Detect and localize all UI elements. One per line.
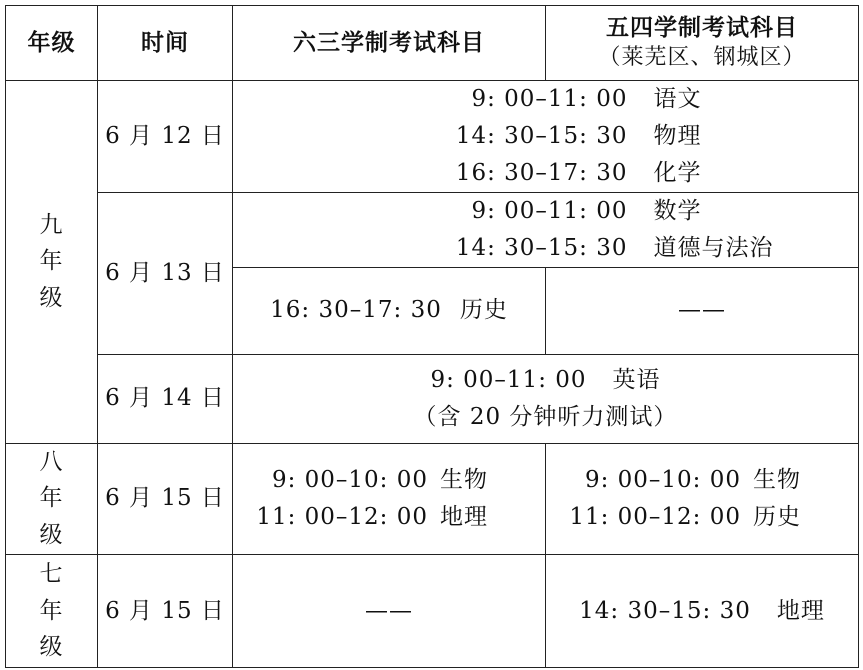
list-item: 14: 30–15: 30 道德与法治	[455, 234, 774, 261]
list-item: 11: 00–12: 00 地理	[256, 503, 488, 530]
header-system-54-title: 五四学制考试科目	[606, 14, 798, 41]
grade7-row	[6, 554, 859, 667]
header-time: 时间	[98, 6, 233, 81]
grade9-label: 九 年 级	[6, 81, 98, 444]
header-system-54-note: （莱芜区、钢城区）	[598, 44, 806, 70]
header-system-63: 六三学制考试科目	[233, 6, 546, 81]
list-item: 9: 00–11: 00 语文	[471, 86, 702, 113]
grade9-day3-date: 6 月 14 日	[98, 354, 233, 443]
grade9-day2-shared-subjects	[233, 193, 859, 268]
list-item: 9: 00–10: 00 生物	[271, 466, 488, 493]
header-row	[6, 6, 859, 81]
grade9-day2-63-cell: 16: 30–17: 30 历史	[233, 267, 546, 354]
grade9-day3-row	[6, 354, 859, 443]
list-item: 9: 00–11: 00 数学	[471, 198, 702, 224]
grade9-day2-row-top	[6, 193, 859, 268]
grade8-54-subjects	[546, 443, 859, 554]
grade9-day2-54-cell: ——	[546, 267, 859, 354]
grade9-day2-date: 6 月 13 日	[98, 193, 233, 355]
grade7-63-cell: ——	[233, 554, 546, 667]
list-item: 16: 30–17: 30 化学	[455, 159, 702, 186]
list-item: 9: 00–10: 00 生物	[584, 466, 801, 493]
header-system-54	[546, 6, 859, 81]
listening-note: （含 20 分钟听力测试）	[413, 403, 678, 430]
exam-schedule-table	[5, 5, 859, 668]
grade7-54-cell: 14: 30–15: 30 地理	[546, 554, 859, 667]
list-item: 11: 00–12: 00 历史	[569, 503, 801, 530]
grade7-label: 七 年 级	[6, 554, 98, 667]
header-grade: 年级	[6, 6, 98, 81]
grade8-date: 6 月 15 日	[98, 443, 233, 554]
grade9-day3-subjects: 9: 00–11: 00 英语 （含 20 分钟听力测试）	[233, 354, 859, 443]
grade8-label: 八 年 级	[6, 443, 98, 554]
list-item: 14: 30–15: 30 物理	[455, 123, 702, 150]
grade8-63-subjects	[233, 443, 546, 554]
grade8-row	[6, 443, 859, 554]
grade9-day1-date: 6 月 12 日	[98, 81, 233, 193]
grade9-day1-subjects	[233, 81, 859, 193]
grade9-day1-row	[6, 81, 859, 193]
grade7-date: 6 月 15 日	[98, 554, 233, 667]
